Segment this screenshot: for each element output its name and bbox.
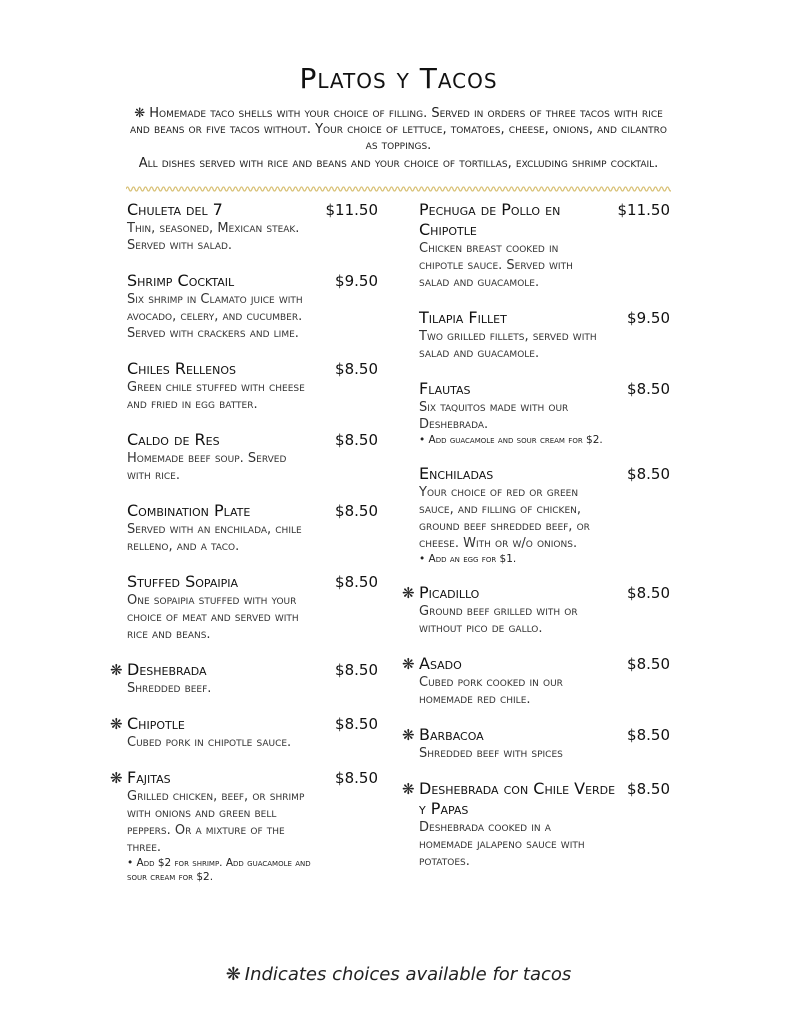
menu-item-price: $8.50 bbox=[335, 573, 378, 591]
menu-item-header bbox=[419, 379, 670, 399]
menu-item bbox=[402, 308, 670, 362]
taco-star-icon: ❋ bbox=[402, 726, 415, 744]
menu-item bbox=[402, 725, 670, 762]
menu-item-header bbox=[419, 308, 670, 328]
taco-legend bbox=[0, 964, 797, 985]
menu-item-note: • Add an egg for $1. bbox=[419, 553, 517, 565]
menu-item-price: $8.50 bbox=[627, 780, 670, 798]
menu-item-header bbox=[419, 464, 670, 484]
menu-item bbox=[402, 200, 670, 291]
menu-item-name: Pechuga de Pollo en Chipotle bbox=[419, 200, 561, 239]
intro-line-1: Homemade taco shells with your choice of filling. Served in orders of three tacos with rice and beans or five tacos without. Your choice of lettuce, tomatoes, cheese, onions, and cilantro as toppings. bbox=[130, 106, 667, 153]
menu-item-header bbox=[127, 768, 378, 788]
menu-item-name: Caldo de Res bbox=[127, 430, 220, 449]
menu-item bbox=[110, 768, 378, 884]
menu-item bbox=[402, 464, 670, 566]
menu-item bbox=[110, 660, 378, 697]
taco-star-icon: ❋ bbox=[110, 661, 123, 679]
menu-item-header bbox=[127, 572, 378, 592]
taco-star-icon: ❋ bbox=[402, 655, 415, 673]
menu-item-name: Enchiladas bbox=[419, 464, 494, 483]
menu-item-description: Green chile stuffed with cheese and fried in egg batter. bbox=[127, 380, 305, 412]
menu-item-name: Chipotle bbox=[127, 714, 185, 733]
menu-item-price: $8.50 bbox=[627, 465, 670, 483]
menu-item-price: $8.50 bbox=[335, 502, 378, 520]
taco-star-icon: ❋ bbox=[110, 715, 123, 733]
menu-item-description: Thin, seasoned, Mexican steak. Served with salad. bbox=[127, 221, 300, 253]
menu-item bbox=[110, 271, 378, 342]
taco-star-icon: ❋ bbox=[402, 780, 415, 798]
menu-item-header bbox=[419, 779, 670, 819]
menu-item bbox=[110, 200, 378, 254]
menu-item bbox=[402, 654, 670, 708]
menu-item-description: Deshebrada cooked in a homemade jalapeno sauce with potatoes. bbox=[419, 820, 585, 869]
menu-item-note: • Add $2 for shrimp. Add guacamole and sour cream for $2. bbox=[127, 857, 311, 883]
menu-item-price: $9.50 bbox=[335, 272, 378, 290]
menu-item-name: Combination Plate bbox=[127, 501, 251, 520]
menu-item bbox=[402, 379, 670, 447]
menu-item-name: Barbacoa bbox=[419, 725, 484, 744]
menu-item-price: $11.50 bbox=[325, 201, 378, 219]
menu-item-header bbox=[127, 271, 378, 291]
taco-legend-text: Indicates choices available for tacos bbox=[244, 964, 572, 985]
menu-item-description: Cubed pork cooked in our homemade red chile. bbox=[419, 675, 563, 707]
menu-item-description: Cubed pork in chipotle sauce. bbox=[127, 735, 292, 750]
menu-item-description: Homemade beef soup. Served with rice. bbox=[127, 451, 287, 483]
taco-star-icon: ❋ bbox=[402, 584, 415, 602]
menu-item-price: $8.50 bbox=[335, 715, 378, 733]
menu-column-left bbox=[110, 200, 378, 901]
menu-item-description: One sopaipia stuffed with your choice of meat and served with rice and beans. bbox=[127, 593, 299, 642]
menu-item-name: Shrimp Cocktail bbox=[127, 271, 235, 290]
menu-item-description: Two grilled fillets, served with salad and guacamole. bbox=[419, 329, 597, 361]
menu-item-name: Flautas bbox=[419, 379, 471, 398]
menu-item-header bbox=[419, 200, 670, 240]
menu-item-name: Fajitas bbox=[127, 768, 171, 787]
menu-item-note: • Add guacamole and sour cream for $2. bbox=[419, 434, 603, 446]
menu-item bbox=[110, 501, 378, 555]
menu-item-header bbox=[419, 583, 670, 603]
menu-item-price: $8.50 bbox=[335, 769, 378, 787]
menu-item-price: $8.50 bbox=[627, 380, 670, 398]
menu-item-name: Deshebrada bbox=[127, 660, 207, 679]
intro-line-2: All dishes served with rice and beans and your choice of tortillas, excluding shrimp cocktail. bbox=[138, 156, 659, 171]
menu-item bbox=[110, 714, 378, 751]
intro-text bbox=[128, 106, 669, 154]
menu-item-price: $9.50 bbox=[627, 309, 670, 327]
menu-item-name: Picadillo bbox=[419, 583, 480, 602]
menu-item-name: Tilapia Fillet bbox=[419, 308, 507, 327]
taco-star-icon: ❋ bbox=[134, 106, 146, 121]
menu-item-description: Shredded beef with spices bbox=[419, 746, 563, 761]
taco-star-icon: ❋ bbox=[110, 769, 123, 787]
menu-item-price: $8.50 bbox=[627, 655, 670, 673]
page-title: Platos y Tacos bbox=[299, 62, 498, 95]
menu-item-description: Served with an enchilada, chile relleno, and a taco. bbox=[127, 522, 302, 554]
menu-item-header bbox=[419, 654, 670, 674]
menu-item-description: Ground beef grilled with or without pico de gallo. bbox=[419, 604, 578, 636]
menu-item-name: Asado bbox=[419, 654, 462, 673]
menu-item-price: $8.50 bbox=[335, 360, 378, 378]
menu-item-header bbox=[127, 714, 378, 734]
menu-column-right bbox=[402, 200, 670, 887]
menu-item-description: Six shrimp in Clamato juice with avocado, celery, and cucumber. Served with crackers and lime. bbox=[127, 292, 303, 341]
menu-item-name: Deshebrada con Chile Verde y Papas bbox=[419, 779, 616, 818]
menu-item-name: Chiles Rellenos bbox=[127, 359, 236, 378]
menu-item-name: Chuleta del 7 bbox=[127, 200, 223, 219]
menu-item-price: $11.50 bbox=[617, 201, 670, 219]
menu-item-header bbox=[127, 430, 378, 450]
menu-item-description: Your choice of red or green sauce, and filling of chicken, ground beef shredded beef, or cheese. With or w/o onions. bbox=[419, 485, 590, 551]
menu-item-price: $8.50 bbox=[335, 431, 378, 449]
menu-item-price: $8.50 bbox=[335, 661, 378, 679]
menu-item-description: Shredded beef. bbox=[127, 681, 212, 696]
menu-item bbox=[110, 359, 378, 413]
menu-item bbox=[402, 779, 670, 870]
menu-item-header bbox=[127, 660, 378, 680]
menu-item bbox=[110, 572, 378, 643]
menu-item-description: Six taquitos made with our Deshebrada. bbox=[419, 400, 569, 432]
menu-item bbox=[402, 583, 670, 637]
wavy-divider bbox=[126, 184, 671, 194]
menu-item-header bbox=[127, 200, 378, 220]
menu-item-header bbox=[127, 501, 378, 521]
menu-item-header bbox=[127, 359, 378, 379]
menu-item-header bbox=[419, 725, 670, 745]
menu-item-description: Grilled chicken, beef, or shrimp with onions and green bell peppers. Or a mixture of the three. bbox=[127, 789, 305, 855]
menu-item bbox=[110, 430, 378, 484]
menu-item-name: Stuffed Sopaipia bbox=[127, 572, 239, 591]
taco-star-icon: ❋ bbox=[225, 964, 241, 985]
menu-item-description: Chicken breast cooked in chipotle sauce. Served with salad and guacamole. bbox=[419, 241, 573, 290]
menu-item-price: $8.50 bbox=[627, 726, 670, 744]
menu-item-price: $8.50 bbox=[627, 584, 670, 602]
